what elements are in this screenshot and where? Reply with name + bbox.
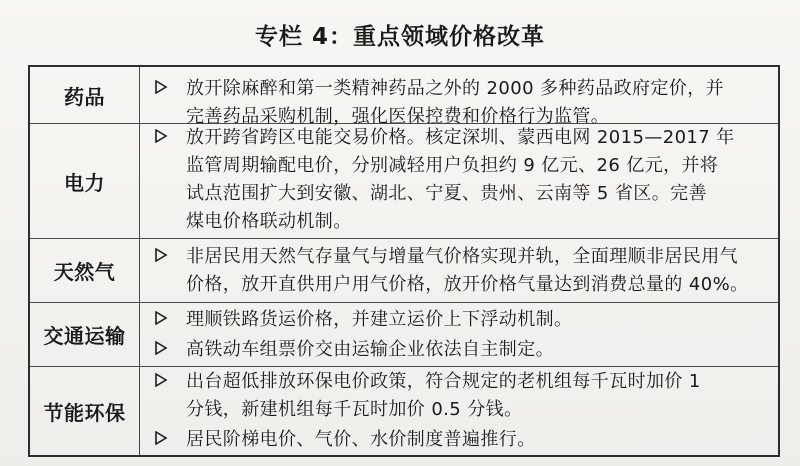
row-label: 交通运输 xyxy=(43,324,126,348)
arrow-bullet-icon xyxy=(154,431,168,445)
row-label: 天然气 xyxy=(53,260,116,284)
row-content-cell xyxy=(140,367,778,455)
item-text: 出台超低排放环保电价政策，符合规定的老机组每千瓦时加价 1 分钱，新建机组每千瓦时加价 0.5 分钱。 xyxy=(186,371,701,420)
row-label: 电力 xyxy=(64,170,105,195)
arrow-bullet-icon xyxy=(154,80,168,94)
table-row-drugs xyxy=(30,67,778,127)
row-content-cell xyxy=(140,239,778,302)
arrow-bullet-icon xyxy=(154,311,168,325)
item-text: 高铁动车组票价交由运输企业依法自主制定。 xyxy=(186,339,554,360)
item-text: 非居民用天然气存量气与增量气价格实现并轨，全面理顺非居民用气 价格，放开直供用户用气价格，放开价格气量达到消费总量的 40%。 xyxy=(186,246,749,295)
row-label-cell xyxy=(30,367,140,455)
row-label-cell xyxy=(30,67,140,123)
table-row-electricity xyxy=(30,124,778,239)
arrow-bullet-icon xyxy=(154,248,168,262)
item-text: 理顺铁路货运价格，并建立运价上下浮动机制。 xyxy=(186,309,573,330)
row-label-cell xyxy=(30,124,140,238)
row-label-cell xyxy=(30,303,140,366)
table-row-transport xyxy=(30,303,778,367)
list-item xyxy=(154,306,766,334)
row-content-cell xyxy=(140,124,778,238)
row-label: 药品 xyxy=(64,84,105,109)
list-item xyxy=(154,336,766,364)
row-content-cell xyxy=(140,67,778,127)
arrow-bullet-icon xyxy=(154,341,168,355)
item-text: 居民阶梯电价、气价、水价制度普遍推行。 xyxy=(186,429,536,450)
row-label: 节能环保 xyxy=(43,400,126,425)
table-row-energy-saving xyxy=(30,367,778,455)
reform-table xyxy=(28,65,780,457)
row-label-cell xyxy=(30,239,140,302)
list-item xyxy=(154,243,766,299)
row-content-cell xyxy=(140,303,778,366)
list-item xyxy=(154,124,766,236)
document-title: 专栏 4：重点领域价格改革 xyxy=(254,24,545,50)
item-text: 放开跨省跨区电能交易价格。核定深圳、蒙西电网 2015—2017 年 监管周期输配电价，分别减轻用户负担约 9 亿元、26 亿元，并将 试点范围扩大到安徽、湖北、宁夏、贵州、云南等 5 省区。完善 煤电价格联动机制。 xyxy=(186,127,735,232)
arrow-bullet-icon xyxy=(154,373,168,387)
list-item xyxy=(154,426,766,454)
list-item xyxy=(154,75,766,131)
arrow-bullet-icon xyxy=(154,129,168,143)
table-row-natural-gas xyxy=(30,239,778,303)
item-text: 放开除麻醉和第一类精神药品之外的 2000 多种药品政府定价，并 完善药品采购机制，强化医保控费和价格行为监管。 xyxy=(186,78,725,127)
list-item xyxy=(154,368,766,424)
